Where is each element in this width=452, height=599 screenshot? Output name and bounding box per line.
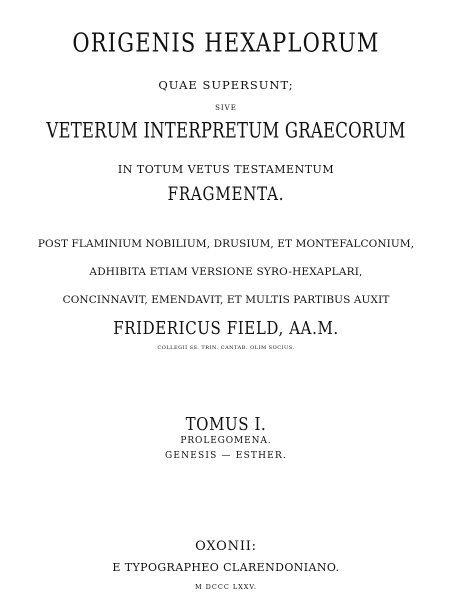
main-title: ORIGENIS HEXAPLORUM	[72, 27, 380, 58]
publisher: E TYPOGRAPHEO CLARENDONIANO.	[112, 561, 340, 574]
credit-line: CONCINNAVIT, EMENDAVIT, ET MULTIS PARTIBUS AUXIT	[62, 294, 390, 306]
fragmenta-heading: FRAGMENTA.	[167, 182, 285, 206]
volume-number: TOMUS I.	[185, 413, 267, 435]
subtitle: QUAE SUPERSUNT;	[158, 78, 294, 92]
credit-line: POST FLAMINIUM NOBILIUM, DRUSIUM, ET MONTEFALCONIUM,	[37, 238, 415, 250]
secondary-title: VETERUM INTERPRETUM GRAECORUM	[46, 117, 406, 143]
author-affiliation: COLLEGII SS. TRIN. CANTAB. OLIM SOCIUS.	[157, 345, 295, 351]
author-name: FRIDERICUS FIELD, AA.M.	[113, 317, 339, 339]
volume-contents-item: PROLEGOMENA.	[180, 436, 272, 446]
credit-line: ADHIBITA ETIAM VERSIONE SYRO-HEXAPLARI,	[89, 266, 363, 278]
scope-line: IN TOTUM VETUS TESTAMENTUM	[117, 163, 335, 176]
publication-place: OXONII:	[195, 539, 257, 554]
conjunction: SIVE	[215, 104, 237, 112]
publication-year: M DCCC LXXV.	[194, 583, 258, 591]
volume-contents-item: GENESIS — ESTHER.	[164, 451, 287, 461]
